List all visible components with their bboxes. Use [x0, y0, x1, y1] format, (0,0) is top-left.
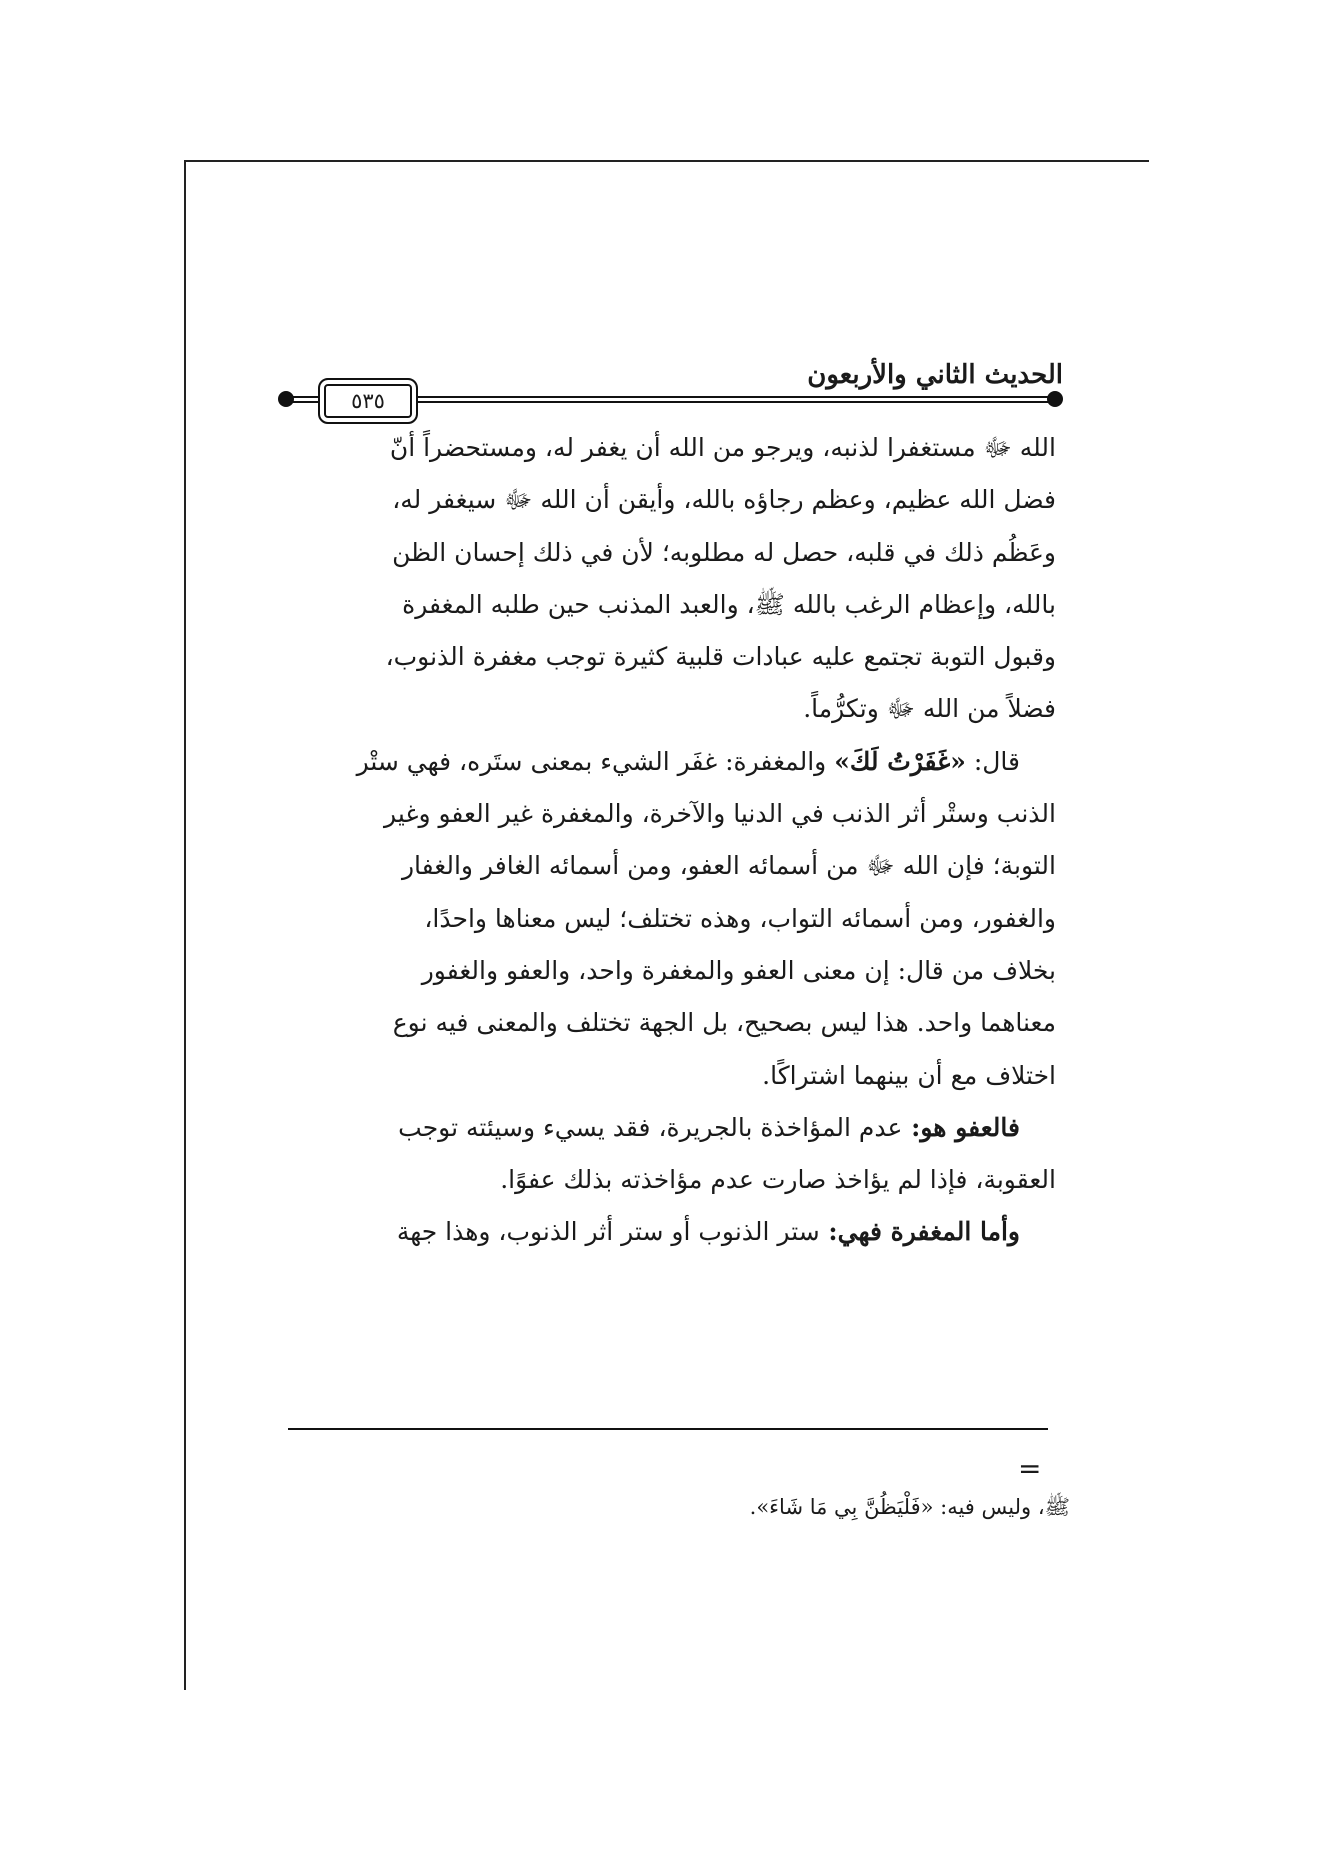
- main-text: [284, 422, 1056, 1259]
- header-right-dot: [1047, 391, 1063, 407]
- text-line: العقوبة، فإذا لم يؤاخذ صارت عدم مؤاخذته بذلك عفوًا.: [500, 1165, 1056, 1195]
- text-line: الذنب وستْر أثر الذنب في الدنيا والآخرة، والمغفرة غير العفو وغير: [384, 799, 1056, 829]
- text-line: الله ﷻ مستغفرا لذنبه، ويرجو من الله أن يغفر له، ومستحضراً أنّ: [389, 433, 1056, 462]
- footnote-separator: [288, 1428, 1048, 1430]
- paragraph-afw-line: [284, 1102, 1056, 1154]
- running-header: [278, 360, 1063, 420]
- text-span: والمغفرة: غفَر الشيء بمعنى ستَره، فهي ستْر: [356, 746, 835, 776]
- text-line: فضل الله عظيم، وعظم رجاؤه بالله، وأيقن أن الله ﷻ سيغفر له،: [392, 485, 1056, 515]
- text-line: اختلاف مع أن بينهما اشتراكًا.: [762, 1060, 1056, 1090]
- text-line: معناهما واحد. هذا ليس بصحيح، بل الجهة تختلف والمعنى فيه نوع: [392, 1008, 1056, 1038]
- paragraph-maghfira-line: [284, 1206, 1056, 1258]
- text-span: عدم المؤاخذة بالجريرة، فقد يسيء وسيئته توجب: [398, 1112, 903, 1142]
- hadith-quote: «غَفَرْتُ لَكَ»: [834, 746, 966, 776]
- page-frame-left-line: [184, 160, 186, 1690]
- text-line: التوبة؛ فإن الله ﷻ من أسمائه العفو، ومن أسمائه الغافر والغفار: [401, 851, 1056, 881]
- footnote-text: ﷺ، وليس فيه: «فَلْيَظُنَّ بِي مَا شَاءَ».: [749, 1495, 1070, 1519]
- chapter-title: الحديث الثاني والأربعون: [807, 360, 1063, 390]
- text-span: ستر الذنوب أو ستر أثر الذنوب، وهذا جهة: [396, 1217, 820, 1247]
- footnote-continuation-mark: =: [1018, 1452, 1042, 1485]
- page-frame-top-line: [184, 160, 1149, 162]
- text-line: والغفور، ومن أسمائه التواب، وهذه تختلف؛ ليس معناها واحدًا،: [424, 903, 1056, 933]
- maghfira-heading: وأما المغفرة فهي:: [819, 1217, 1020, 1247]
- text-line: وقبول التوبة تجتمع عليه عبادات قلبية كثيرة توجب مغفرة الذنوب،: [385, 642, 1056, 672]
- paragraph-quote-line: [284, 736, 1056, 788]
- page-number: [318, 378, 418, 424]
- text-line: بخلاف من قال: إن معنى العفو والمغفرة واحد، والعفو والغفور: [421, 955, 1056, 985]
- header-left-dot: [278, 391, 294, 407]
- text-line: فضلاً من الله ﷻ وتكرُّماً.: [803, 694, 1056, 724]
- text-line: بالله، وإعظام الرغب بالله ﷺ، والعبد المذنب حين طلبه المغفرة: [402, 589, 1056, 619]
- afw-heading: فالعفو هو:: [902, 1112, 1020, 1142]
- page-number-text: ٥٣٥: [351, 389, 385, 413]
- text-line: وعَظُم ذلك في قلبه، حصل له مطلوبه؛ لأن في ذلك إحسان الظن: [392, 537, 1056, 567]
- text-span: قال:: [965, 746, 1020, 776]
